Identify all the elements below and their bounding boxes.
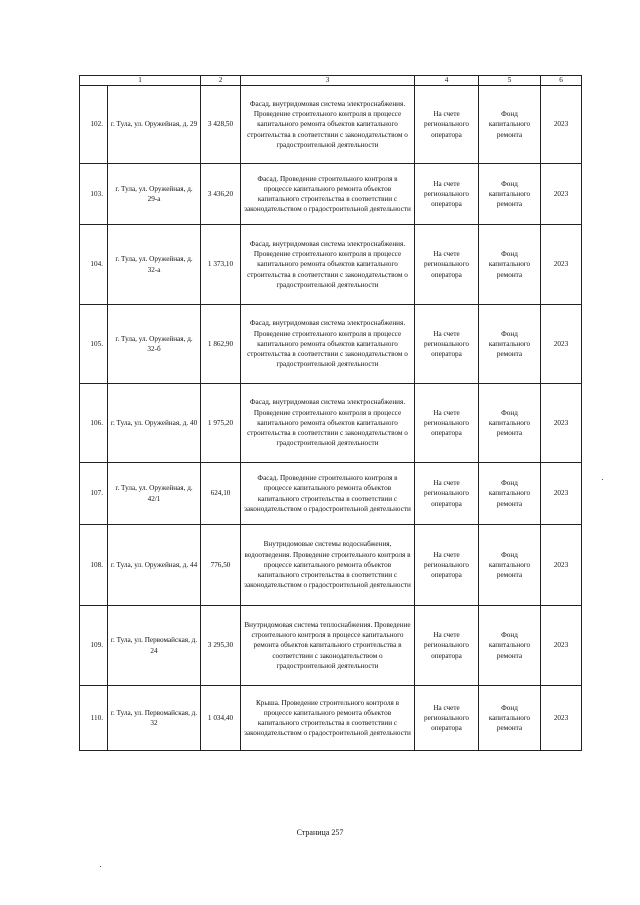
header-cell-6: 6 <box>541 76 582 86</box>
account-cell: На счете регионального оператора <box>415 606 479 686</box>
address-cell: г. Тула, ул. Первомайская, д. 32 <box>108 686 201 751</box>
account-cell: На счете регионального оператора <box>415 384 479 463</box>
row-number: 105. <box>80 305 108 384</box>
address-cell: г. Тула, ул. Оружейная, д. 44 <box>108 525 201 606</box>
header-cell-3: 3 <box>241 76 415 86</box>
page-number: Страница 257 <box>296 828 344 837</box>
address-cell: г. Тула, ул. Оружейная, д. 42/1 <box>108 463 201 525</box>
header-row <box>80 76 582 86</box>
year-cell: 2023 <box>541 384 582 463</box>
year-cell: 2023 <box>541 164 582 225</box>
table-row <box>80 686 582 751</box>
account-cell: На счете регионального оператора <box>415 86 479 164</box>
area-cell: 1 373,10 <box>201 225 241 305</box>
area-cell: 1 975,20 <box>201 384 241 463</box>
account-cell: На счете регионального оператора <box>415 686 479 751</box>
account-cell: На счете регионального оператора <box>415 225 479 305</box>
table-row <box>80 164 582 225</box>
row-number: 106. <box>80 384 108 463</box>
row-number: 109. <box>80 606 108 686</box>
area-cell: 776,50 <box>201 525 241 606</box>
table-row <box>80 225 582 305</box>
row-number: 103. <box>80 164 108 225</box>
table-row <box>80 305 582 384</box>
account-cell: На счете регионального оператора <box>415 463 479 525</box>
fund-cell: Фонд капитального ремонта <box>479 686 541 751</box>
address-cell: г. Тула, ул. Оружейная, д. 32-б <box>108 305 201 384</box>
row-number: 102. <box>80 86 108 164</box>
header-cell-1: 1 <box>80 76 201 86</box>
fund-cell: Фонд капитального ремонта <box>479 606 541 686</box>
area-cell: 624,10 <box>201 463 241 525</box>
address-cell: г. Тула, ул. Оружейная, д. 32-а <box>108 225 201 305</box>
table-row <box>80 463 582 525</box>
area-cell: 3 295,30 <box>201 606 241 686</box>
table-row <box>80 86 582 164</box>
header-cell-2: 2 <box>201 76 241 86</box>
work-description-cell: Фасад, внутридомовая система электроснабжения. Проведение строительного контроля в процессе капитального ремонта объектов капитального строительства в соответствии с законодательством о градостроительной деятельности <box>241 305 415 384</box>
work-description-cell: Крыша. Проведение строительного контроля в процессе капитального ремонта объектов капитального строительства в соответствии с законодательством о градостроительной деятельности <box>241 686 415 751</box>
works-table <box>79 75 582 751</box>
fund-cell: Фонд капитального ремонта <box>479 305 541 384</box>
account-cell: На счете регионального оператора <box>415 305 479 384</box>
row-number: 104. <box>80 225 108 305</box>
address-cell: г. Тула, ул. Оружейная, д. 29 <box>108 86 201 164</box>
work-description-cell: Фасад, внутридомовая система электроснабжения. Проведение строительного контроля в процессе капитального ремонта объектов капитального строительства в соответствии с законодательством о градостроительной деятельности <box>241 225 415 305</box>
header-cell-5: 5 <box>479 76 541 86</box>
year-cell: 2023 <box>541 463 582 525</box>
work-description-cell: Фасад. Проведение строительного контроля в процессе капитального ремонта объектов капитального строительства в соответствии с законодательством о градостроительной деятельности <box>241 164 415 225</box>
year-cell: 2023 <box>541 525 582 606</box>
fund-cell: Фонд капитального ремонта <box>479 525 541 606</box>
fund-cell: Фонд капитального ремонта <box>479 164 541 225</box>
year-cell: 2023 <box>541 225 582 305</box>
fund-cell: Фонд капитального ремонта <box>479 225 541 305</box>
area-cell: 3 428,50 <box>201 86 241 164</box>
table-row <box>80 606 582 686</box>
fund-cell: Фонд капитального ремонта <box>479 86 541 164</box>
row-number: 108. <box>80 525 108 606</box>
year-cell: 2023 <box>541 86 582 164</box>
scan-speck <box>602 479 603 480</box>
year-cell: 2023 <box>541 305 582 384</box>
account-cell: На счете регионального оператора <box>415 525 479 606</box>
header-cell-4: 4 <box>415 76 479 86</box>
fund-cell: Фонд капитального ремонта <box>479 463 541 525</box>
work-description-cell: Внутридомовые системы водоснабжения, водоотведения. Проведение строительного контроля в процессе капитального ремонта объектов капитального строительства в соответствии с законодательством о градостроительной деятельности <box>241 525 415 606</box>
work-description-cell: Фасад. Проведение строительного контроля в процессе капитального ремонта объектов капитального строительства в соответствии с законодательством о градостроительной деятельности <box>241 463 415 525</box>
account-cell: На счете регионального оператора <box>415 164 479 225</box>
year-cell: 2023 <box>541 606 582 686</box>
area-cell: 3 436,20 <box>201 164 241 225</box>
table-row <box>80 525 582 606</box>
row-number: 107. <box>80 463 108 525</box>
work-description-cell: Фасад, внутридомовая система электроснабжения. Проведение строительного контроля в процессе капитального ремонта объектов капитального строительства в соответствии с законодательством о градостроительной деятельности <box>241 86 415 164</box>
scan-speck <box>100 866 101 867</box>
address-cell: г. Тула, ул. Оружейная, д. 29-а <box>108 164 201 225</box>
work-description-cell: Фасад, внутридомовая система электроснабжения. Проведение строительного контроля в процессе капитального ремонта объектов капитального строительства в соответствии с законодательством о градостроительной деятельности <box>241 384 415 463</box>
work-description-cell: Внутридомовая система теплоснабжения. Проведение строительного контроля в процессе капитального ремонта объектов капитального строительства в соответствии с законодательством о градостроительной деятельности <box>241 606 415 686</box>
address-cell: г. Тула, ул. Оружейная, д. 40 <box>108 384 201 463</box>
area-cell: 1 034,40 <box>201 686 241 751</box>
fund-cell: Фонд капитального ремонта <box>479 384 541 463</box>
year-cell: 2023 <box>541 686 582 751</box>
area-cell: 1 862,90 <box>201 305 241 384</box>
table-row <box>80 384 582 463</box>
row-number: 110. <box>80 686 108 751</box>
address-cell: г. Тула, ул. Первомайская, д. 24 <box>108 606 201 686</box>
